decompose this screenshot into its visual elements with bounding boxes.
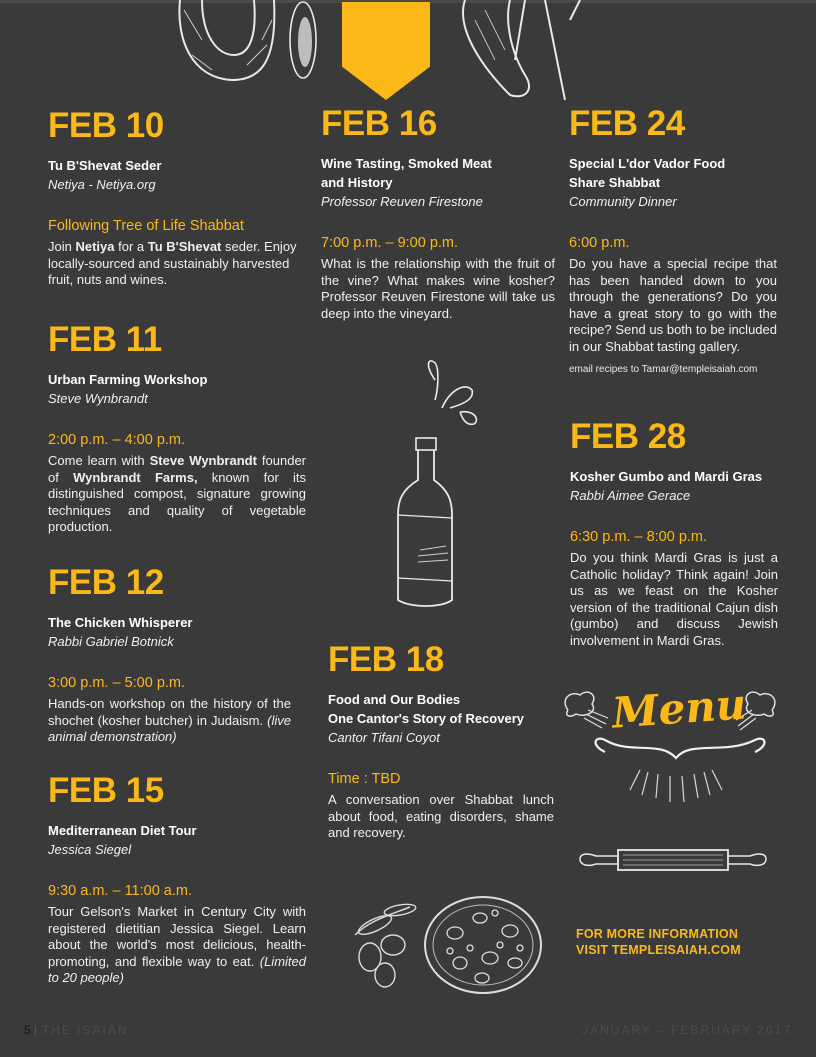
event-date: FEB 15 bbox=[48, 771, 164, 810]
event-title-line-2: Share Shabbat bbox=[569, 175, 661, 190]
event-date: FEB 12 bbox=[48, 563, 164, 602]
event-title: Urban Farming Workshop bbox=[48, 372, 208, 387]
event-time: 9:30 a.m. – 11:00 a.m. bbox=[48, 883, 193, 899]
footer-left bbox=[24, 1023, 129, 1037]
event-title: The Chicken Whisperer bbox=[48, 615, 193, 630]
event-title: Kosher Gumbo and Mardi Gras bbox=[570, 469, 763, 484]
event-description: Do you think Mardi Gras is just a Catholic holiday? Think again! Join us as we feast on the Kosher version of the traditional Cajun dish (gumbo) and discuss Jewish involvement in Mardi Gras. bbox=[570, 550, 778, 648]
more-info-line-1: FOR MORE INFORMATION bbox=[576, 927, 739, 941]
event-feb-18 bbox=[328, 642, 554, 842]
event-date: FEB 18 bbox=[328, 640, 444, 679]
event-date: FEB 16 bbox=[321, 104, 437, 143]
page-number: 5 bbox=[24, 1023, 31, 1037]
olives-sketch-icon bbox=[345, 895, 425, 990]
event-date: FEB 10 bbox=[48, 106, 164, 145]
event-description: A conversation over Shabbat lunch about food, eating disorders, shame and recovery. bbox=[328, 792, 554, 840]
event-title-line-2: One Cantor's Story of Recovery bbox=[328, 711, 524, 726]
publication-name: THE ISAIAN bbox=[41, 1023, 129, 1037]
event-title: Mediterranean Diet Tour bbox=[48, 823, 197, 838]
event-feb-12 bbox=[48, 565, 291, 746]
event-time: Time : TBD bbox=[328, 771, 401, 787]
email-note: email recipes to Tamar@templeisaiah.com bbox=[569, 364, 758, 375]
event-title: Wine Tasting, Smoked Meat bbox=[321, 156, 492, 171]
event-description: Tour Gelson's Market in Century City with registered dietitian Jessica Siegel. Learn about the world's most delicious, health-promoting, and flexible way to eat. (Limited to 20 people) bbox=[48, 904, 306, 985]
event-time: Following Tree of Life Shabbat bbox=[48, 218, 244, 234]
event-feb-16 bbox=[321, 106, 555, 322]
event-time: 6:00 p.m. bbox=[569, 235, 630, 251]
event-date: FEB 24 bbox=[569, 104, 685, 143]
event-feb-15 bbox=[48, 773, 306, 987]
website-link[interactable]: VISIT TEMPLEISAIAH.COM bbox=[576, 943, 741, 957]
event-presenter: Jessica Siegel bbox=[48, 842, 132, 857]
event-presenter: Community Dinner bbox=[569, 194, 677, 209]
event-presenter: Rabbi Aimee Gerace bbox=[570, 488, 691, 503]
bread-sketch-icon bbox=[285, 0, 325, 82]
event-time: 6:30 p.m. – 8:00 p.m. bbox=[570, 529, 708, 545]
header-ribbon bbox=[342, 2, 430, 100]
event-title: Tu B'Shevat Seder bbox=[48, 158, 162, 173]
event-description: Do you have a special recipe that has been handed down to you through the generations? Do you have a great story to go with the recipe? Send us both to be included in our Shabbat tasting gallery. bbox=[569, 256, 777, 354]
event-title-line-2: and History bbox=[321, 175, 393, 190]
event-presenter: Cantor Tifani Coyot bbox=[328, 730, 440, 745]
event-presenter: Professor Reuven Firestone bbox=[321, 194, 483, 209]
event-presenter: Steve Wynbrandt bbox=[48, 391, 148, 406]
event-date: FEB 11 bbox=[48, 320, 162, 359]
event-description: Hands-on workshop on the history of the shochet (kosher butcher) in Judaism. (live animal demonstration) bbox=[48, 696, 291, 744]
menu-script: Menu bbox=[610, 679, 748, 738]
event-feb-11 bbox=[48, 322, 306, 536]
event-presenter: Netiya - Netiya.org bbox=[48, 177, 156, 192]
more-info-callout bbox=[576, 926, 741, 958]
knife-sketch-icon bbox=[455, 0, 585, 105]
footer-separator: | bbox=[33, 1023, 39, 1037]
issue-date: JANUARY – FEBRUARY 2017 bbox=[582, 1023, 792, 1037]
event-feb-28 bbox=[570, 419, 778, 649]
event-title: Special L'dor Vador Food bbox=[569, 156, 726, 171]
event-time: 7:00 p.m. – 9:00 p.m. bbox=[321, 235, 459, 251]
event-description: Come learn with Steve Wynbrandt founder of Wynbrandt Farms, known for its distinguished compost, signature growing techniques and quality of vegetable production. bbox=[48, 453, 306, 534]
event-time: 3:00 p.m. – 5:00 p.m. bbox=[48, 675, 186, 691]
event-description: What is the relationship with the fruit of the vine? What makes wine kosher? Professor Reuven Firestone will take us deep into the vineyard. bbox=[321, 256, 555, 321]
bagel-sketch-icon bbox=[172, 0, 292, 85]
event-feb-24 bbox=[569, 106, 777, 375]
event-feb-10 bbox=[48, 108, 306, 289]
rolling-pin-icon bbox=[578, 845, 768, 875]
event-time: 2:00 p.m. – 4:00 p.m. bbox=[48, 432, 186, 448]
event-description: Join Netiya for a Tu B'Shevat seder. Enjoy locally-sourced and sustainably harvested fruit, nuts and wines. bbox=[48, 239, 297, 287]
event-date: FEB 28 bbox=[570, 417, 686, 456]
wine-bottle-icon bbox=[390, 360, 500, 610]
pizza-sketch-icon bbox=[420, 893, 545, 998]
event-presenter: Rabbi Gabriel Botnick bbox=[48, 634, 174, 649]
event-title: Food and Our Bodies bbox=[328, 692, 461, 707]
